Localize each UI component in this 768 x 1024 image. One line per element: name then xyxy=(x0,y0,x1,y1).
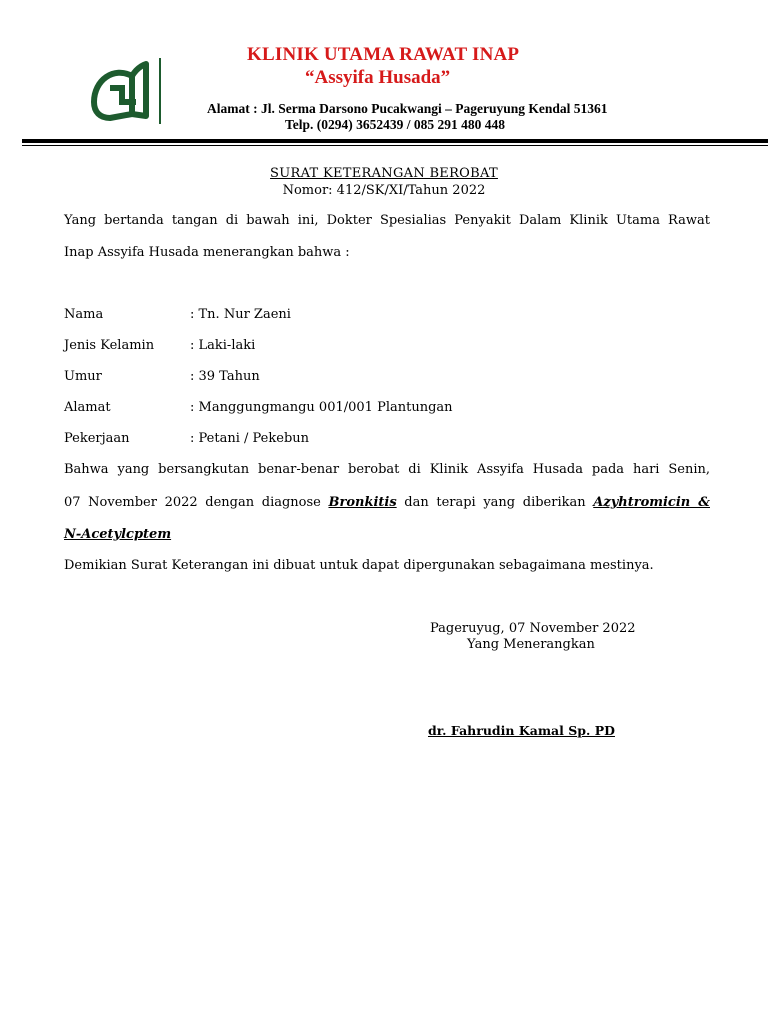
intro-line-2: Inap Assyifa Husada menerangkan bahwa : xyxy=(64,245,350,260)
field-value-alamat: : Manggungmangu 001/001 Plantungan xyxy=(190,400,453,415)
statement-line-3 xyxy=(64,527,171,542)
therapy-part-1: Azyhtromicin & xyxy=(593,495,710,510)
field-label-umur: Umur xyxy=(64,369,102,384)
statement-text-a: 07 November 2022 dengan diagnose xyxy=(64,495,329,510)
header-divider-thick xyxy=(22,139,768,143)
doctor-name: dr. Fahrudin Kamal Sp. PD xyxy=(428,723,615,738)
closing-statement: Demikian Surat Keterangan ini dibuat untuk dapat dipergunakan sebagaimana mestinya. xyxy=(64,558,654,573)
field-label-nama: Nama xyxy=(64,307,104,322)
document-title: SURAT KETERANGAN BEROBAT xyxy=(270,166,498,181)
statement-line-2 xyxy=(64,495,710,510)
field-label-jenis-kelamin: Jenis Kelamin xyxy=(64,338,155,353)
diagnosis: Bronkitis xyxy=(328,495,397,510)
clinic-phone: Telp. (0294) 3652439 / 085 291 480 448 xyxy=(285,117,506,132)
clinic-subtitle: “Assyifa Husada” xyxy=(305,67,451,88)
intro-line-1: Yang bertanda tangan di bawah ini, Dokter Spesialias Penyakit Dalam Klinik Utama Rawat xyxy=(64,213,710,228)
statement-text-b: dan terapi yang diberikan xyxy=(396,495,594,510)
document-number: Nomor: 412/SK/XI/Tahun 2022 xyxy=(282,183,486,198)
field-value-nama: : Tn. Nur Zaeni xyxy=(190,307,291,322)
field-value-jenis-kelamin: : Laki-laki xyxy=(190,338,256,353)
statement-line-1: Bahwa yang bersangkutan benar-benar berobat di Klinik Assyifa Husada pada hari Senin, xyxy=(64,462,710,477)
field-label-alamat: Alamat xyxy=(64,400,111,415)
field-value-pekerjaan: : Petani / Pekebun xyxy=(190,431,310,446)
field-label-pekerjaan: Pekerjaan xyxy=(64,431,130,446)
clinic-address: Alamat : Jl. Serma Darsono Pucakwangi – Pageruyung Kendal 51361 xyxy=(207,101,608,116)
signature-place-date: Pageruyug, 07 November 2022 xyxy=(430,621,636,636)
field-value-umur: : 39 Tahun xyxy=(190,369,260,384)
therapy-part-2: N-Acetylcptem xyxy=(64,527,172,542)
clinic-leaf-logo xyxy=(88,58,170,126)
clinic-name: KLINIK UTAMA RAWAT INAP xyxy=(247,44,520,65)
header-divider-thin xyxy=(22,145,768,146)
signature-role: Yang Menerangkan xyxy=(467,637,595,652)
